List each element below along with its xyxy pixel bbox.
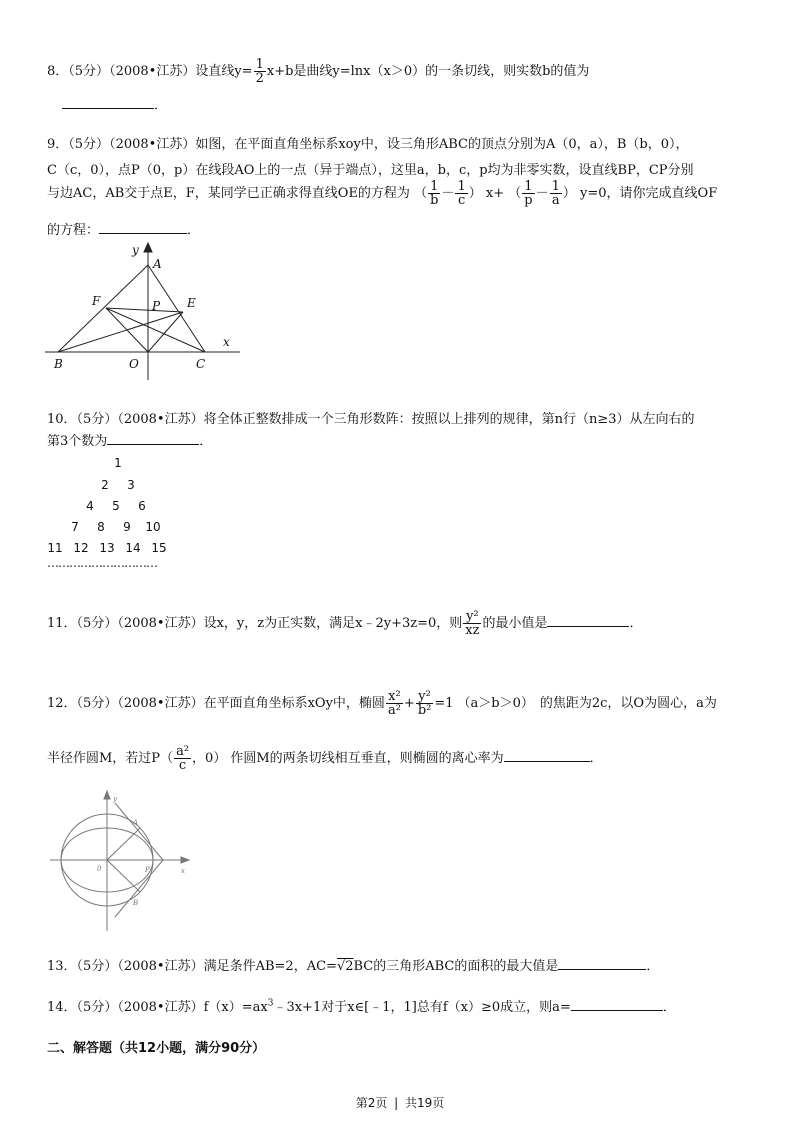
q13-text-b: BC的三角形ABC的面积的最大值是 (353, 959, 559, 974)
q9-label-x: x (223, 335, 230, 349)
tri-num: 5 (112, 499, 120, 513)
question-9-line3 (47, 180, 717, 207)
q10-number: 10． (47, 412, 77, 427)
footer-page: 第2页 (355, 1096, 388, 1110)
q9-minus-2: － (535, 186, 549, 201)
q10-line2: 第3个数为 (47, 434, 108, 449)
q9-line3-a: 与边AC，AB交于点E，F，某同学已正确求得直线OE的方程为 (47, 186, 410, 201)
q12-p-den: c (178, 758, 187, 773)
question-9-line1 (47, 133, 689, 152)
tri-num: 3 (127, 478, 135, 492)
q9-answer-blank[interactable] (99, 221, 187, 234)
tri-num: 9 (123, 520, 131, 534)
q9-f3-num: 1 (522, 180, 534, 194)
q12-label-b: B (133, 899, 139, 907)
q9-line1: 如图，在平面直角坐标系xoy中，设三角形ABC的顶点分别为A（0，a），B（b，0）， (195, 137, 689, 152)
q12-end: ． (589, 751, 603, 766)
triangle-row-3 (77, 499, 155, 513)
q14-score: （5分） (76, 1000, 118, 1015)
q13-sqrt: √2 (336, 959, 354, 974)
q9-label-c: C (196, 357, 206, 371)
q14-end: ． (662, 1000, 676, 1015)
q13-text-a: 满足条件AB=2，AC= (203, 959, 337, 974)
q14-exponent: 3 (267, 998, 274, 1009)
q8-fraction (254, 58, 266, 85)
tri-num: 15 (151, 541, 167, 555)
q10-line1: 将全体正整数排成一个三角形数阵：按照以上排列的规律，第n行（n≥3）从左向右的 (203, 412, 695, 427)
q12-p-close: ，0） (192, 751, 227, 766)
tri-num: 4 (86, 499, 94, 513)
q9-end: ． (187, 223, 201, 238)
q9-score: （5分） (68, 137, 110, 152)
q12-tangent-pb (115, 860, 163, 917)
question-8 (47, 58, 589, 85)
q9-label-e: E (187, 296, 196, 310)
q9-line2: C（c，0），点P（0，p）在线段AO上的一点（异于端点），这里a，b，c，p均为非零实数，设直线BP，CP分别 (47, 163, 694, 178)
q12-line2-a: 半径作圆M，若过P (47, 751, 161, 766)
q14-number: 14． (47, 1000, 77, 1015)
q9-triangle-figure (40, 240, 255, 385)
q9-f1-den: b (430, 193, 439, 208)
tri-num: 6 (138, 499, 146, 513)
q10-end: ． (199, 434, 213, 449)
q12-y-arrow (104, 791, 110, 799)
q9-f2-num: 1 (457, 179, 466, 194)
q9-source: （2008•江苏） (109, 137, 196, 152)
q9-f3-den: p (524, 193, 533, 208)
q9-line4: 的方程： (47, 223, 100, 238)
q9-frac-3 (522, 180, 534, 207)
q9-frac-2 (455, 180, 467, 207)
tri-num: 11 (47, 541, 63, 555)
q8-source: （2008•江苏） (109, 64, 196, 79)
q12-label-x: x (181, 867, 185, 875)
q12-label-a: A (133, 819, 139, 827)
q8-score: （5分） (68, 64, 110, 79)
q12-ellipse-figure (45, 785, 195, 935)
q8-frac-den: 2 (255, 71, 264, 86)
q12-eq: =1 (434, 696, 454, 711)
q8-number: 8． (47, 64, 69, 79)
footer-total: 共19页 (405, 1096, 445, 1110)
q12-text-b: 的焦距为2c，以O为圆心，a为 (539, 696, 717, 711)
q13-end: ． (646, 959, 660, 974)
q9-label-p: P (152, 299, 161, 313)
q12-plus: + (403, 696, 415, 711)
q11-answer-blank[interactable] (547, 614, 629, 627)
tri-num: 13 (99, 541, 115, 555)
q12-p-open: （ (160, 751, 174, 766)
tri-num: 12 (73, 541, 89, 555)
q12-number: 12． (47, 696, 77, 711)
triangle-row-1 (105, 456, 131, 470)
q11-text-b: 的最小值是 (482, 616, 548, 631)
q9-line3-b: y=0，请你完成直线OF (580, 186, 718, 201)
q12-line2-b: 作圆M的两条切线相互垂直，则椭圆的离心率为 (230, 751, 504, 766)
tri-num: 10 (145, 520, 161, 534)
question-11 (47, 610, 642, 637)
tri-num: 8 (97, 520, 105, 534)
q12-f1-den: a² (387, 703, 401, 718)
q9-label-f: F (92, 294, 101, 308)
q12-label-p: P (145, 866, 150, 874)
q12-label-y: y (113, 795, 117, 803)
q14-answer-blank[interactable] (571, 998, 663, 1011)
q11-source: （2008•江苏） (117, 616, 204, 631)
q12-p-num: a² (176, 744, 190, 759)
q9-f2-den: c (457, 193, 466, 208)
q11-fraction (463, 610, 481, 637)
q11-score: （5分） (76, 616, 118, 631)
question-14 (47, 996, 676, 1015)
q14-source: （2008•江苏） (117, 1000, 204, 1015)
q9-label-o: O (129, 357, 139, 371)
triangle-row-2 (92, 478, 144, 492)
q9-number: 9． (47, 137, 69, 152)
q9-label-a: A (153, 257, 162, 271)
q9-label-y: y (132, 243, 139, 257)
q12-text-a: 在平面直角坐标系xOy中，椭圆 (203, 696, 385, 711)
q12-label-o: 0 (97, 865, 102, 873)
q10-answer-blank[interactable] (107, 432, 199, 445)
question-12-line1 (47, 690, 717, 717)
triangle-row-4 (62, 520, 166, 534)
q12-frac-y (416, 690, 434, 717)
q12-score: （5分） (76, 696, 118, 711)
q8-text-a: 设直线y= (195, 64, 253, 79)
q9-paren-close-2: ） (562, 186, 576, 201)
q13-number: 13． (47, 959, 77, 974)
q8-end: ． (154, 98, 168, 113)
q12-radius-oa (107, 828, 140, 860)
section-heading: 二、解答题（共12小题，满分90分） (47, 1041, 266, 1056)
triangle-dots: ………………………… (47, 556, 157, 570)
q11-number: 11． (47, 616, 77, 631)
q14-text-a: f（x）=ax (203, 1000, 268, 1015)
question-12-line2 (47, 745, 603, 772)
q9-f4-den: a (551, 193, 560, 208)
q9-side-ab (58, 265, 148, 352)
q10-score: （5分） (76, 412, 118, 427)
q12-tangent-pa (115, 803, 163, 860)
q14-text-b: ﹣3x+1对于x∈[﹣1，1]总有f（x）≥0成立，则a= (273, 1000, 571, 1015)
q12-f1-num: x² (386, 690, 403, 704)
q12-f2-den: b² (417, 703, 432, 718)
q9-paren-close: ） (468, 186, 482, 201)
triangle-row-5 (42, 541, 172, 555)
q9-frac-1 (428, 180, 440, 207)
q9-f1-num: 1 (428, 180, 440, 194)
q9-line-fe (106, 308, 183, 312)
q9-line-be (58, 312, 183, 352)
q12-answer-blank[interactable] (504, 749, 590, 762)
q13-answer-blank[interactable] (558, 957, 646, 970)
tri-num: 1 (114, 456, 122, 470)
q12-f2-num: y² (416, 690, 434, 704)
question-10-line2 (47, 430, 212, 449)
q9-mid: x+ (485, 186, 505, 201)
q9-line-of (106, 308, 148, 352)
footer-separator: | (394, 1096, 399, 1110)
q12-frac-p (174, 745, 191, 772)
q8-text-b: x+b是曲线y=lnx（x＞0）的一条切线，则实数b的值为 (266, 64, 590, 79)
q8-frac-num: 1 (255, 57, 264, 72)
question-9-line2 (47, 159, 694, 178)
q13-source: （2008•江苏） (117, 959, 204, 974)
q8-answer-line (62, 94, 167, 113)
q9-paren-open-2: （ (508, 186, 522, 201)
tri-num: 14 (125, 541, 141, 555)
q10-source: （2008•江苏） (117, 412, 204, 427)
q12-frac-x (386, 690, 403, 717)
question-10-line1 (47, 408, 695, 427)
tri-num: 2 (101, 478, 109, 492)
page-footer (0, 1094, 800, 1111)
q9-frac-4 (550, 180, 562, 207)
q11-end: ． (629, 616, 643, 631)
question-9-line4 (47, 219, 200, 238)
q12-x-arrow (181, 857, 189, 863)
q11-frac-num: y² (463, 610, 481, 624)
q9-label-b: B (54, 357, 63, 371)
q9-minus-1: － (441, 186, 455, 201)
q11-text-a: 设x，y，z为正实数，满足x﹣2y+3z=0，则 (203, 616, 463, 631)
q11-frac-den: xz (465, 623, 480, 638)
tri-num: 7 (71, 520, 79, 534)
q12-radius-ob (107, 860, 140, 892)
q12-source: （2008•江苏） (117, 696, 204, 711)
q8-answer-blank[interactable] (62, 96, 154, 109)
q9-paren-open: （ (414, 186, 428, 201)
q9-y-arrow (144, 243, 152, 252)
q12-condition: （a＞b＞0） (457, 696, 534, 711)
question-13 (47, 955, 659, 974)
q13-score: （5分） (76, 959, 118, 974)
q9-f4-num: 1 (551, 179, 560, 194)
